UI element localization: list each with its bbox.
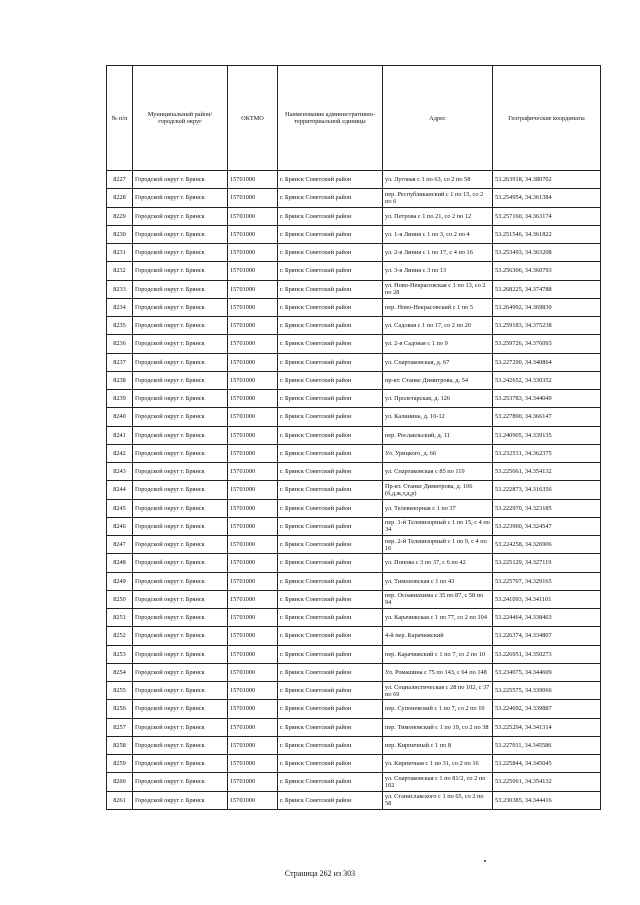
row-coords: 53.253783, 34.344049 [493,390,601,408]
row-oktmo: 15701000 [228,718,278,736]
row-admin-unit: г. Брянск Советский район [278,572,383,590]
row-address: ул. Пролетарская, д. 126 [383,390,493,408]
header-municipality: Муниципальный район/городской округ [133,66,228,171]
row-address: ул. Луговая с 1 по 63, со 2 по 58 [383,171,493,189]
row-oktmo: 15701000 [228,755,278,773]
row-oktmo: 15701000 [228,463,278,481]
row-municipality: Городской округ г. Брянск [133,682,228,700]
table-row [107,609,601,627]
row-address: Пр-кт. Станке Димитрова, д. 106 (б,д,ж,т,д,р) [383,481,493,499]
row-municipality: Городской округ г. Брянск [133,189,228,207]
row-coords: 53.227290, 34.340864 [493,353,601,371]
row-admin-unit: г. Брянск Советский район [278,682,383,700]
row-admin-unit: г. Брянск Советский район [278,627,383,645]
row-municipality: Городской округ г. Брянск [133,207,228,225]
row-address: пер. Осоавиахима с 35 по 87, с 58 по 94 [383,590,493,608]
row-admin-unit: г. Брянск Советский район [278,207,383,225]
row-coords: 53.224464, 34.338463 [493,609,601,627]
table-row [107,225,601,243]
row-municipality: Городской округ г. Брянск [133,627,228,645]
header-admin-unit: Наименование административно-территориальной единицы [278,66,383,171]
row-address: ул. Петрова с 1 по 21, со 2 по 12 [383,207,493,225]
row-coords: 53.232531, 34.362375 [493,444,601,462]
row-coords: 53.224258, 34.326906 [493,536,601,554]
row-oktmo: 15701000 [228,773,278,791]
row-municipality: Городской округ г. Брянск [133,353,228,371]
row-coords: 53.225294, 34.341314 [493,718,601,736]
row-admin-unit: г. Брянск Советский район [278,280,383,298]
row-address: ул. Карачижская с 1 по 77, со 2 по 104 [383,609,493,627]
row-admin-unit: г. Брянск Советский район [278,718,383,736]
row-coords: 53.227890, 34.366147 [493,408,601,426]
row-number: 8234 [107,298,133,316]
row-coords: 53.263918, 34.380702 [493,171,601,189]
row-oktmo: 15701000 [228,736,278,754]
row-admin-unit: г. Брянск Советский район [278,408,383,426]
row-oktmo: 15701000 [228,499,278,517]
table-row [107,481,601,499]
row-number: 8250 [107,590,133,608]
row-address: ул. Спартаковская, д. 67 [383,353,493,371]
row-number: 8228 [107,189,133,207]
table-row [107,353,601,371]
table-row [107,554,601,572]
row-municipality: Городской округ г. Брянск [133,225,228,243]
table-row [107,536,601,554]
row-coords: 53.241093, 34.341101 [493,590,601,608]
row-oktmo: 15701000 [228,554,278,572]
table-row [107,280,601,298]
row-admin-unit: г. Брянск Советский район [278,791,383,809]
row-municipality: Городской округ г. Брянск [133,609,228,627]
row-admin-unit: г. Брянск Советский район [278,335,383,353]
row-admin-unit: г. Брянск Советский район [278,517,383,535]
row-address: ул. Телевизорная с 1 по 37 [383,499,493,517]
row-admin-unit: г. Брянск Советский район [278,773,383,791]
table-row [107,590,601,608]
row-admin-unit: г. Брянск Советский район [278,499,383,517]
row-oktmo: 15701000 [228,390,278,408]
row-number: 8232 [107,262,133,280]
row-number: 8254 [107,663,133,681]
row-number: 8230 [107,225,133,243]
row-municipality: Городской округ г. Брянск [133,791,228,809]
addresses-table [106,65,601,810]
row-admin-unit: г. Брянск Советский район [278,609,383,627]
row-oktmo: 15701000 [228,590,278,608]
table-row [107,499,601,517]
row-number: 8257 [107,718,133,736]
header-num: № п/п [107,66,133,171]
row-number: 8252 [107,627,133,645]
row-number: 8241 [107,426,133,444]
row-coords: 53.253493, 34.363208 [493,244,601,262]
row-admin-unit: г. Брянск Советский район [278,262,383,280]
table-row [107,627,601,645]
row-address: пер. Кирпичный с 1 по 8 [383,736,493,754]
row-number: 8259 [107,755,133,773]
row-number: 8238 [107,371,133,389]
row-number: 8246 [107,517,133,535]
row-number: 8229 [107,207,133,225]
row-oktmo: 15701000 [228,609,278,627]
row-admin-unit: г. Брянск Советский район [278,317,383,335]
row-admin-unit: г. Брянск Советский район [278,755,383,773]
row-oktmo: 15701000 [228,791,278,809]
row-address: пр-кт. Станке Димитрова, д. 54 [383,371,493,389]
table-row [107,317,601,335]
row-coords: 53.225061, 34.354132 [493,773,601,791]
row-oktmo: 15701000 [228,426,278,444]
table-row [107,262,601,280]
table-row [107,718,601,736]
row-municipality: Городской округ г. Брянск [133,244,228,262]
row-municipality: Городской округ г. Брянск [133,317,228,335]
row-municipality: Городской округ г. Брянск [133,262,228,280]
row-admin-unit: г. Брянск Советский район [278,371,383,389]
row-address: ул. 3-я Линия с 3 по 13 [383,262,493,280]
table-header [107,66,601,171]
row-admin-unit: г. Брянск Советский район [278,536,383,554]
row-oktmo: 15701000 [228,317,278,335]
row-municipality: Городской округ г. Брянск [133,298,228,316]
table-row [107,189,601,207]
row-municipality: Городской округ г. Брянск [133,773,228,791]
row-municipality: Городской округ г. Брянск [133,645,228,663]
row-oktmo: 15701000 [228,298,278,316]
table-row [107,171,601,189]
header-oktmo: ОКТМО [228,66,278,171]
row-municipality: Городской округ г. Брянск [133,590,228,608]
row-coords: 53.254954, 34.361384 [493,189,601,207]
row-number: 8227 [107,171,133,189]
row-coords: 53.225707, 34.329165 [493,572,601,590]
row-oktmo: 15701000 [228,481,278,499]
row-address: ул. Тимоновская с 1 по 43 [383,572,493,590]
row-admin-unit: г. Брянск Советский район [278,700,383,718]
table-body [107,171,601,810]
row-number: 8237 [107,353,133,371]
row-coords: 53.225575, 34.339066 [493,682,601,700]
row-admin-unit: г. Брянск Советский район [278,171,383,189]
row-coords: 53.226951, 34.350273 [493,645,601,663]
row-coords: 53.268225, 34.374788 [493,280,601,298]
table-row [107,572,601,590]
row-admin-unit: г. Брянск Советский район [278,225,383,243]
row-oktmo: 15701000 [228,225,278,243]
table-row [107,791,601,809]
row-coords: 53.242652, 34.330352 [493,371,601,389]
row-address: Ул. Ромашина с 75 по 143, с 64 по 148 [383,663,493,681]
row-admin-unit: г. Брянск Советский район [278,390,383,408]
row-address: пер. Супоневский с 1 по 7, со 2 по 10 [383,700,493,718]
row-number: 8258 [107,736,133,754]
table-row [107,663,601,681]
row-number: 8235 [107,317,133,335]
row-address: ул. Спартаковская с 85 по 119 [383,463,493,481]
row-coords: 53.230385, 34.344416 [493,791,601,809]
row-address: ул. Кирпичная с 1 по 31, со 2 по 16 [383,755,493,773]
row-admin-unit: г. Брянск Советский район [278,426,383,444]
row-oktmo: 15701000 [228,280,278,298]
row-municipality: Городской округ г. Брянск [133,755,228,773]
row-coords: 53.259726, 34.376093 [493,335,601,353]
row-address: ул. Садовая с 1 по 17, со 2 по 20 [383,317,493,335]
row-number: 8248 [107,554,133,572]
row-address: пер. Тимоновский с 1 по 19, со 2 по 38 [383,718,493,736]
row-oktmo: 15701000 [228,207,278,225]
row-admin-unit: г. Брянск Советский район [278,244,383,262]
row-number: 8245 [107,499,133,517]
row-coords: 53.224692, 34.339887 [493,700,601,718]
header-address: Адрес [383,66,493,171]
row-admin-unit: г. Брянск Советский район [278,590,383,608]
table-row [107,371,601,389]
page-number: Страница 262 из 303 [284,869,356,878]
row-oktmo: 15701000 [228,627,278,645]
row-oktmo: 15701000 [228,700,278,718]
row-municipality: Городской округ г. Брянск [133,280,228,298]
row-address: пер. 2-й Телевизорный с 1 по 9, с 4 по 16 [383,536,493,554]
row-address: пер. Ново-Некрасовский с 1 по 5 [383,298,493,316]
row-coords: 53.259183, 34.375238 [493,317,601,335]
table-row [107,298,601,316]
row-oktmo: 15701000 [228,353,278,371]
row-municipality: Городской округ г. Брянск [133,718,228,736]
row-municipality: Городской округ г. Брянск [133,390,228,408]
table-row [107,773,601,791]
row-number: 8236 [107,335,133,353]
row-number: 8231 [107,244,133,262]
row-address: пер. Карачижский с 1 по 7, со 2 по 10 [383,645,493,663]
row-oktmo: 15701000 [228,408,278,426]
row-municipality: Городской округ г. Брянск [133,444,228,462]
header-coords: Географические координаты [493,66,601,171]
row-admin-unit: г. Брянск Советский район [278,353,383,371]
row-oktmo: 15701000 [228,244,278,262]
row-number: 8239 [107,390,133,408]
row-number: 8260 [107,773,133,791]
row-coords: 53.234075, 34.344609 [493,663,601,681]
table-row [107,682,601,700]
row-coords: 53.240905, 34.339135 [493,426,601,444]
table-row [107,700,601,718]
row-admin-unit: г. Брянск Советский район [278,444,383,462]
row-admin-unit: г. Брянск Советский район [278,463,383,481]
row-number: 8251 [107,609,133,627]
row-oktmo: 15701000 [228,371,278,389]
row-municipality: Городской округ г. Брянск [133,554,228,572]
row-admin-unit: г. Брянск Советский район [278,481,383,499]
row-address: пер. 1-й Телевизорный с 1 по 15, с 4 по 34 [383,517,493,535]
row-municipality: Городской округ г. Брянск [133,700,228,718]
row-admin-unit: г. Брянск Советский район [278,736,383,754]
table-row [107,244,601,262]
table-row [107,645,601,663]
row-coords: 53.257160, 34.363174 [493,207,601,225]
table-row [107,207,601,225]
row-coords: 53.225061, 34.354132 [493,463,601,481]
row-address: ул. Станиславского с 1 по 65, со 2 по 58 [383,791,493,809]
row-number: 8247 [107,536,133,554]
row-admin-unit: г. Брянск Советский район [278,554,383,572]
row-address: ул. Ново-Некрасовская с 1 по 13, со 2 по 28 [383,280,493,298]
row-coords: 53.222873, 34.316356 [493,481,601,499]
row-oktmo: 15701000 [228,444,278,462]
row-address: ул. Социалистическая с 28 по 102, с 37 по 69 [383,682,493,700]
row-number: 8253 [107,645,133,663]
row-municipality: Городской округ г. Брянск [133,499,228,517]
row-municipality: Городской округ г. Брянск [133,371,228,389]
table-row [107,517,601,535]
row-coords: 53.225844, 34.345045 [493,755,601,773]
row-oktmo: 15701000 [228,262,278,280]
row-admin-unit: г. Брянск Советский район [278,645,383,663]
table-row [107,408,601,426]
row-coords: 53.264992, 34.369830 [493,298,601,316]
row-number: 8243 [107,463,133,481]
row-address: пер. Республиканский с 1 по 15, со 2 по 6 [383,189,493,207]
row-coords: 53.227011, 34.345586 [493,736,601,754]
row-municipality: Городской округ г. Брянск [133,736,228,754]
row-municipality: Городской округ г. Брянск [133,171,228,189]
table-row [107,736,601,754]
row-address: Ул. Урицкого, д. 66 [383,444,493,462]
row-municipality: Городской округ г. Брянск [133,463,228,481]
row-municipality: Городской округ г. Брянск [133,572,228,590]
row-coords: 53.251546, 34.361822 [493,225,601,243]
row-oktmo: 15701000 [228,663,278,681]
row-oktmo: 15701000 [228,517,278,535]
row-municipality: Городской округ г. Брянск [133,663,228,681]
row-coords: 53.223960, 34.324547 [493,517,601,535]
row-number: 8261 [107,791,133,809]
row-address: ул. Попова с 3 по 37, с 6 по 42 [383,554,493,572]
row-oktmo: 15701000 [228,645,278,663]
row-municipality: Городской округ г. Брянск [133,536,228,554]
row-municipality: Городской округ г. Брянск [133,335,228,353]
table-row [107,444,601,462]
scan-speck [484,860,486,862]
row-oktmo: 15701000 [228,536,278,554]
row-number: 8233 [107,280,133,298]
row-admin-unit: г. Брянск Советский район [278,189,383,207]
table-row [107,335,601,353]
row-coords: 53.226374, 34.334807 [493,627,601,645]
row-admin-unit: г. Брянск Советский район [278,298,383,316]
row-coords: 53.225129, 34.327119 [493,554,601,572]
row-address: ул. 2-я Линия с 1 по 17, с 4 по 16 [383,244,493,262]
table-row [107,390,601,408]
row-address: 4-й пер. Карачижский [383,627,493,645]
table-row [107,755,601,773]
row-oktmo: 15701000 [228,335,278,353]
row-number: 8249 [107,572,133,590]
row-address: ул. Калинина, д. 10-12 [383,408,493,426]
row-oktmo: 15701000 [228,189,278,207]
row-admin-unit: г. Брянск Советский район [278,663,383,681]
row-oktmo: 15701000 [228,682,278,700]
row-municipality: Городской округ г. Брянск [133,481,228,499]
row-municipality: Городской округ г. Брянск [133,408,228,426]
row-address: ул. 2-я Садовая с 1 по 9 [383,335,493,353]
row-number: 8244 [107,481,133,499]
row-oktmo: 15701000 [228,171,278,189]
table-row [107,426,601,444]
row-number: 8255 [107,682,133,700]
row-number: 8256 [107,700,133,718]
row-oktmo: 15701000 [228,572,278,590]
row-number: 8242 [107,444,133,462]
row-number: 8240 [107,408,133,426]
row-address: ул. 1-я Линия с 1 по 3, со 2 по 4 [383,225,493,243]
row-municipality: Городской округ г. Брянск [133,426,228,444]
row-coords: 53.222970, 34.323185 [493,499,601,517]
row-address: пер. Рославльский, д. 11 [383,426,493,444]
table-row [107,463,601,481]
row-address: ул. Спартаковская с 1 по 81/2, со 2 по 102 [383,773,493,791]
row-coords: 53.256306, 34.360793 [493,262,601,280]
row-municipality: Городской округ г. Брянск [133,517,228,535]
